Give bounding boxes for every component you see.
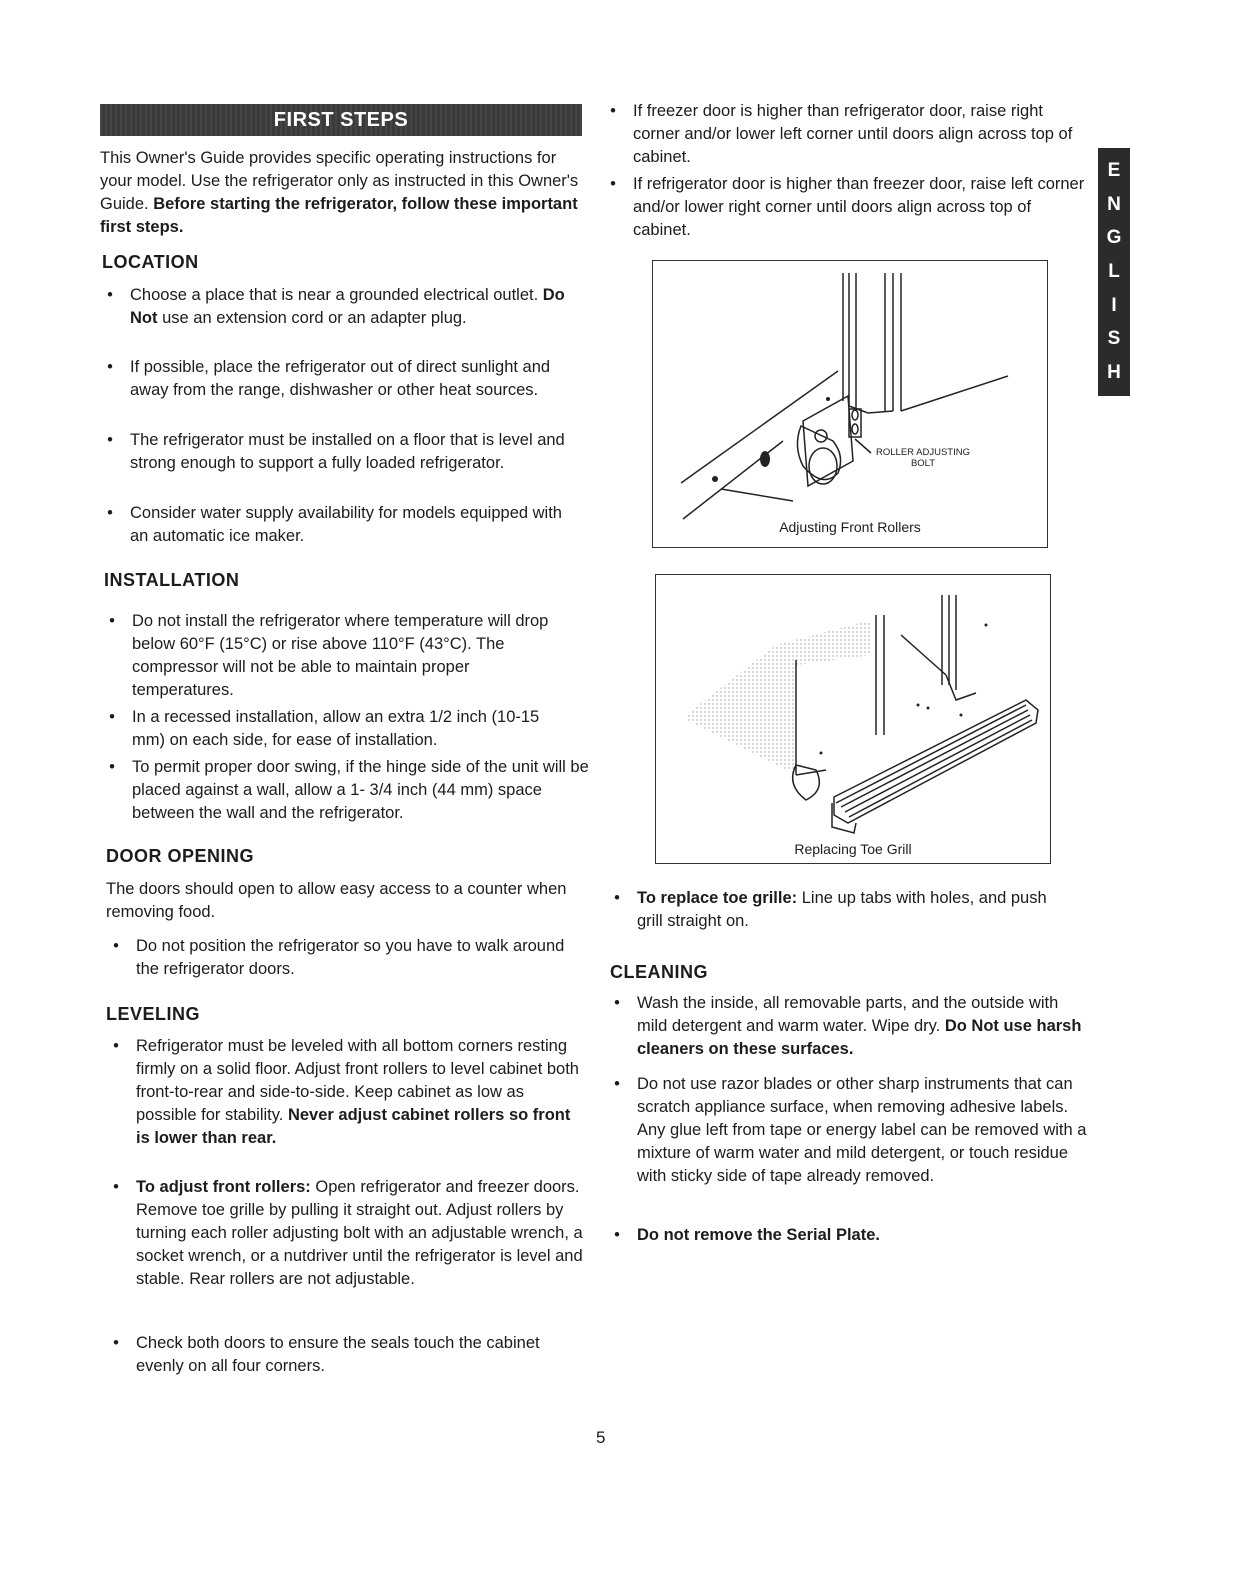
leveling-heading: LEVELING <box>106 1004 201 1024</box>
door-opening-heading: DOOR OPENING <box>106 846 255 866</box>
location-item-text: Consider water supply availability for models equipped with an automatic ice maker. <box>130 504 562 545</box>
leveling-item <box>106 1035 586 1150</box>
door-opening-item <box>106 935 566 981</box>
leveling-item <box>106 1332 546 1378</box>
cleaning-heading: CLEANING <box>610 962 708 982</box>
leveling-item-text: Refrigerator must be leveled with all bottom corners resting firmly on a solid floor. Adjust front rollers to level cabinet both front-to-rear and side-to-side. Keep cabinet as low as possible for stability. <box>136 1037 579 1124</box>
location-item-text: Choose a place that is near a grounded electrical outlet. <box>130 286 543 304</box>
leveling-item-bold: Never adjust cabinet rollers so front is lower than rear. <box>136 1106 571 1147</box>
door-opening-intro: The doors should open to allow easy access to a counter when removing food. <box>106 880 567 921</box>
toe-grille-item <box>607 887 1067 933</box>
intro-paragraph <box>100 147 590 239</box>
leveling-item-text: Open refrigerator and freezer doors. Remove toe grille by pulling it straight out. Adjust rollers by turning each roller adjusting bolt with an adjustable wrench, a socket wrench, or a nutdriver until the refrigerator is level and stable. Rear rollers are not adjustable. <box>136 1178 583 1288</box>
bullet-icon: • <box>107 504 113 522</box>
roller-illustration <box>653 261 1049 549</box>
leveling-right-item-text: If freezer door is higher than refrigerator door, raise right corner and/or lower left corner until doors align across top of cabinet. <box>633 102 1073 166</box>
bullet-icon: • <box>109 758 115 776</box>
cleaning-item <box>607 992 1092 1061</box>
installation-item-text: To permit proper door swing, if the hinge side of the unit will be placed against a wall, allow a 1- 3/4 inch (44 mm) space between the wall and the refrigerator. <box>132 758 589 822</box>
cleaning-item-bold: Do Not use harsh cleaners on these surfaces. <box>637 1017 1082 1058</box>
installation-item <box>102 756 592 825</box>
location-item <box>100 429 570 475</box>
toe-grille-bold: To replace toe grille: <box>637 889 798 907</box>
banner-title: FIRST STEPS <box>273 109 409 131</box>
location-heading: LOCATION <box>102 252 199 272</box>
side-tab-letter: N <box>1107 193 1121 215</box>
leveling-item-bold: To adjust front rollers: <box>136 1178 311 1196</box>
leveling-item <box>106 1176 586 1291</box>
bullet-icon: • <box>113 1334 119 1352</box>
location-item-bold: Do Not <box>130 286 565 327</box>
figure-caption: Replacing Toe Grill <box>794 841 912 857</box>
intro-bold-text: Before starting the refrigerator, follow these important first steps. <box>100 195 578 236</box>
leveling-item-text: Check both doors to ensure the seals touch the cabinet evenly on all four corners. <box>136 1334 540 1375</box>
door-opening-item-text: Do not position the refrigerator so you have to walk around the refrigerator doors. <box>136 937 565 978</box>
installation-item-text: In a recessed installation, allow an extra 1/2 inch (10-15 mm) on each side, for ease of installation. <box>132 708 540 749</box>
page-number: 5 <box>596 1428 606 1447</box>
bullet-icon: • <box>109 612 115 630</box>
bullet-icon: • <box>113 1178 119 1196</box>
location-item-text: use an extension cord or an adapter plug. <box>157 309 467 327</box>
leveling-right-item <box>603 173 1088 242</box>
cleaning-item-text: Do not use razor blades or other sharp instruments that can scratch appliance surface, when removing adhesive labels. Any glue left from tape or energy label can be removed with a mixture of warm water and mild detergent, or touch residue with sticky side of tape already removed. <box>637 1075 1087 1185</box>
side-tab-letter: S <box>1107 328 1121 350</box>
side-tab-letter: G <box>1106 227 1122 249</box>
figure-caption: Adjusting Front Rollers <box>779 519 921 535</box>
bullet-icon: • <box>107 358 113 376</box>
cleaning-item-text: Wash the inside, all removable parts, and the outside with mild detergent and warm water. Wipe dry. <box>637 994 1059 1035</box>
installation-item-text: Do not install the refrigerator where temperature will drop below 60°F (15°C) or rise above 110°F (43°C). The compressor will not be able to maintain proper temperatures. <box>132 612 549 699</box>
cleaning-item <box>607 1073 1097 1188</box>
bullet-icon: • <box>107 431 113 449</box>
roller-label: ROLLER ADJUSTING BOLT <box>876 447 970 469</box>
location-item <box>100 284 570 330</box>
bullet-icon: • <box>610 102 616 120</box>
leveling-right-item <box>603 100 1073 169</box>
bullet-icon: • <box>614 1075 620 1093</box>
location-item-text: If possible, place the refrigerator out of direct sunlight and away from the range, dishwasher or other heat sources. <box>130 358 551 399</box>
leveling-right-item-text: If refrigerator door is higher than freezer door, raise left corner and/or lower right corner until doors align across top of cabinet. <box>633 175 1085 239</box>
location-item <box>100 356 570 402</box>
bullet-icon: • <box>614 1226 620 1244</box>
cleaning-item <box>607 1224 1067 1247</box>
side-tab-letter: E <box>1107 159 1121 181</box>
installation-item <box>102 706 572 752</box>
bullet-icon: • <box>113 1037 119 1055</box>
section-banner <box>100 104 582 136</box>
bullet-icon: • <box>109 708 115 726</box>
location-item <box>100 502 580 548</box>
side-tab-letter: H <box>1107 362 1121 384</box>
bullet-icon: • <box>610 175 616 193</box>
bullet-icon: • <box>614 889 620 907</box>
bullet-icon: • <box>107 286 113 304</box>
installation-item <box>102 610 572 702</box>
figure-replacing-toe-grill <box>655 574 1051 864</box>
cleaning-item-bold: Do not remove the Serial Plate. <box>637 1226 880 1244</box>
toe-grill-illustration <box>656 575 1052 865</box>
location-item-text: The refrigerator must be installed on a floor that is level and strong enough to support a fully loaded refrigerator. <box>130 431 565 472</box>
bullet-icon: • <box>614 994 620 1012</box>
side-tab-letter: L <box>1108 260 1120 282</box>
language-side-tab <box>1098 148 1130 396</box>
side-tab-letter: I <box>1111 294 1117 316</box>
figure-adjusting-front-rollers <box>652 260 1048 548</box>
bullet-icon: • <box>113 937 119 955</box>
installation-heading: INSTALLATION <box>104 570 240 590</box>
toe-grille-text: Line up tabs with holes, and push grill straight on. <box>637 889 1047 930</box>
intro-text: This Owner's Guide provides specific operating instructions for your model. Use the refrigerator only as instructed in this Owner's Guide. <box>100 149 579 213</box>
